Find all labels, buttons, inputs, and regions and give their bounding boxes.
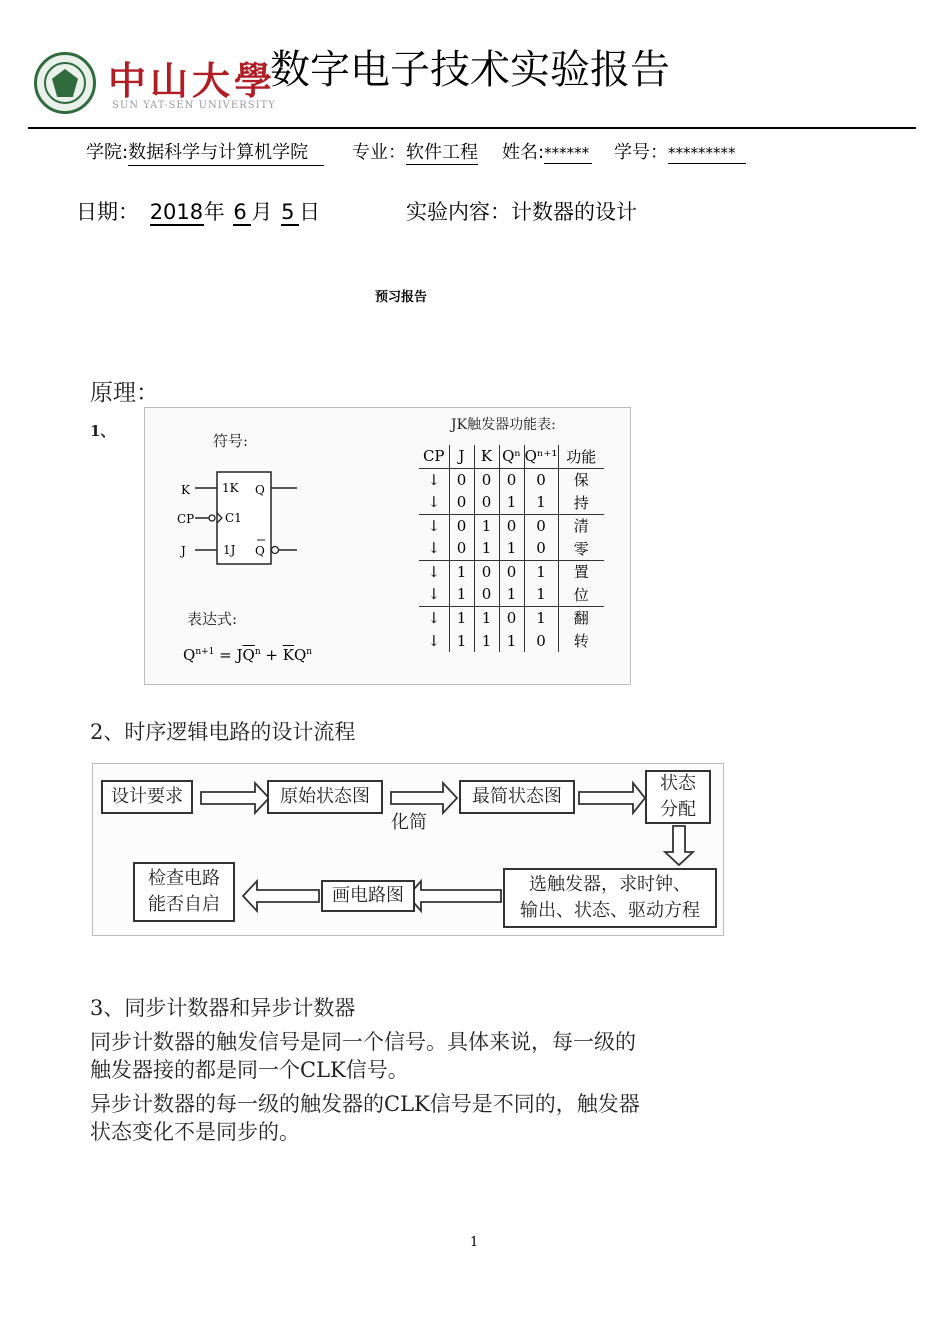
check-self-start-line-2: 能否自启 — [148, 894, 220, 915]
table-cell: 0 — [524, 629, 558, 652]
date-label: 日期： — [76, 200, 139, 224]
table-cell: ↓ — [419, 606, 449, 629]
pin-q-bar: Q — [255, 544, 265, 558]
table-cell: 1 — [499, 629, 524, 652]
pin-c1: C1 — [225, 511, 242, 525]
header-qn: Qⁿ — [499, 445, 524, 468]
flow-step-check-self-start — [133, 862, 235, 922]
name-field — [502, 138, 592, 164]
jk-function-table — [419, 445, 604, 652]
experiment-content-field — [406, 196, 637, 226]
section-2-heading: 2、时序逻辑电路的设计流程 — [90, 720, 356, 744]
table-cell: 零 — [558, 537, 604, 560]
async-paragraph-line-1: 异步计数器的每一级的触发器的CLK信号是不同的，触发器 — [90, 1092, 640, 1116]
table-cell: 0 — [499, 560, 524, 583]
experiment-content-label: 实验内容： — [406, 200, 511, 224]
async-paragraph-line-2: 状态变化不是同步的。 — [90, 1120, 300, 1144]
select-flipflop-line-1: 选触发器，求时钟、 — [529, 874, 691, 895]
table-row — [419, 514, 604, 537]
university-name-en: SUN YAT-SEN UNIVERSITY — [112, 100, 276, 111]
report-title: 数字电子技术实验报告 — [270, 47, 670, 93]
state-assignment-line-1: 状态 — [660, 773, 696, 794]
date-day: 5 — [281, 200, 299, 226]
check-self-start-line-1: 检查电路 — [148, 868, 220, 889]
table-cell: 0 — [524, 537, 558, 560]
table-cell: 1 — [474, 606, 499, 629]
table-cell: 1 — [449, 629, 474, 652]
flow-step-original-state-diagram: 原始状态图 — [267, 780, 383, 814]
table-cell: 1 — [449, 560, 474, 583]
flow-step-draw-circuit: 画电路图 — [321, 880, 415, 912]
table-cell: 置 — [558, 560, 604, 583]
table-cell: 0 — [449, 491, 474, 514]
header-divider — [28, 127, 916, 129]
header-function: 功能 — [558, 445, 604, 468]
flow-step-state-assignment — [645, 770, 711, 824]
experiment-content-value: 计数器的设计 — [511, 200, 637, 224]
table-cell: 1 — [524, 491, 558, 514]
table-cell: 持 — [558, 491, 604, 514]
table-cell: 1 — [474, 629, 499, 652]
major-value: 软件工程 — [406, 142, 478, 163]
table-cell: ↓ — [427, 470, 441, 489]
name-label: 姓名: — [502, 142, 545, 163]
table-cell: ↓ — [427, 585, 441, 604]
pin-cp: CP — [177, 512, 195, 526]
state-assignment-line-2: 分配 — [660, 799, 696, 820]
sync-paragraph-line-1: 同步计数器的触发信号是同一个信号。具体来说，每一级的 — [90, 1030, 636, 1054]
pin-k: K — [181, 483, 190, 497]
flow-label-simplify: 化简 — [391, 812, 427, 833]
table-cell: 0 — [474, 560, 499, 583]
table-cell: 0 — [474, 491, 499, 514]
function-table-title: JK触发器功能表: — [451, 417, 556, 433]
table-cell: 0 — [474, 468, 499, 491]
table-cell: 1 — [449, 606, 474, 629]
college-label: 学院: — [86, 142, 129, 163]
student-id-value: ********* — [668, 144, 746, 164]
flow-step-minimal-state-diagram: 最简状态图 — [459, 780, 575, 814]
date-year: 2018 — [149, 200, 204, 224]
table-row — [419, 606, 604, 629]
pin-j: J — [181, 544, 186, 558]
table-cell: 位 — [558, 583, 604, 606]
symbol-label: 符号: — [213, 432, 249, 450]
table-cell: 清 — [558, 514, 604, 537]
table-cell: 1 — [499, 583, 524, 606]
table-cell: 转 — [558, 629, 604, 652]
table-cell: 0 — [449, 468, 474, 491]
expression-label: 表达式: — [187, 610, 238, 628]
table-header-row — [419, 445, 604, 468]
date-field — [76, 196, 320, 226]
date-year-unit: 年 — [203, 200, 225, 224]
design-flowchart — [92, 763, 724, 936]
table-cell: 0 — [449, 514, 474, 537]
header-k: K — [474, 445, 499, 468]
table-cell: 0 — [499, 468, 524, 491]
header-j: J — [449, 445, 474, 468]
pin-q: Q — [255, 483, 265, 497]
principle-heading: 原理： — [90, 380, 159, 406]
table-cell: 1 — [474, 537, 499, 560]
pin-1k: 1K — [222, 481, 239, 495]
sync-counter-paragraph — [90, 1028, 636, 1084]
name-value: ****** — [544, 144, 592, 164]
date-month: 6 — [233, 200, 251, 226]
table-cell: ↓ — [419, 514, 449, 537]
header-qn1: Qⁿ⁺¹ — [524, 445, 558, 468]
table-cell: 0 — [499, 606, 524, 629]
table-cell: 0 — [499, 514, 524, 537]
item-1-label: 1、 — [90, 422, 116, 440]
table-cell: 1 — [499, 491, 524, 514]
student-id-field — [614, 138, 746, 164]
jk-characteristic-equation: $Q^{n+1} = J\overline{Q}^n + \overline{K}Q^n$ — [183, 646, 313, 664]
table-cell: 0 — [474, 583, 499, 606]
table-cell: ↓ — [427, 493, 441, 512]
async-counter-paragraph — [90, 1090, 640, 1146]
jk-flipflop-figure — [144, 407, 631, 685]
table-cell: 1 — [449, 583, 474, 606]
date-month-unit: 月 — [251, 200, 273, 224]
header-cp: CP — [419, 445, 449, 468]
table-cell: 0 — [524, 468, 558, 491]
select-flipflop-line-2: 输出、状态、驱动方程 — [520, 900, 700, 921]
preview-report-heading: 预习报告 — [375, 290, 428, 305]
page-number: 1 — [470, 1235, 479, 1250]
university-logo — [34, 52, 96, 114]
major-label: 专业： — [352, 142, 406, 163]
table-row — [419, 491, 604, 514]
table-cell: 保 — [558, 468, 604, 491]
student-id-label: 学号： — [614, 142, 668, 163]
table-cell: ↓ — [427, 539, 441, 558]
university-name-cn: 中山大學 — [108, 58, 277, 103]
table-row — [419, 583, 604, 606]
major-field — [352, 138, 478, 164]
pin-1j: 1J — [223, 543, 236, 557]
table-cell: 0 — [524, 514, 558, 537]
table-row — [419, 537, 604, 560]
table-cell: ↓ — [419, 560, 449, 583]
table-cell: 1 — [474, 514, 499, 537]
table-row — [419, 629, 604, 652]
table-cell: 翻 — [558, 606, 604, 629]
flow-step-select-flipflop-equations — [503, 868, 717, 928]
college-field — [86, 138, 324, 166]
section-3-heading: 3、同步计数器和异步计数器 — [90, 996, 356, 1020]
table-cell: ↓ — [427, 631, 441, 650]
table-cell: 1 — [524, 583, 558, 606]
table-row — [419, 468, 604, 491]
table-cell: 0 — [449, 537, 474, 560]
college-value: 数据科学与计算机学院 — [128, 138, 324, 166]
sync-paragraph-line-2: 触发器接的都是同一个CLK信号。 — [90, 1058, 409, 1082]
table-cell: 1 — [499, 537, 524, 560]
date-day-unit: 日 — [299, 200, 321, 224]
table-cell: 1 — [524, 606, 558, 629]
table-row — [419, 560, 604, 583]
flow-step-design-requirements: 设计要求 — [101, 780, 193, 814]
table-cell: 1 — [524, 560, 558, 583]
